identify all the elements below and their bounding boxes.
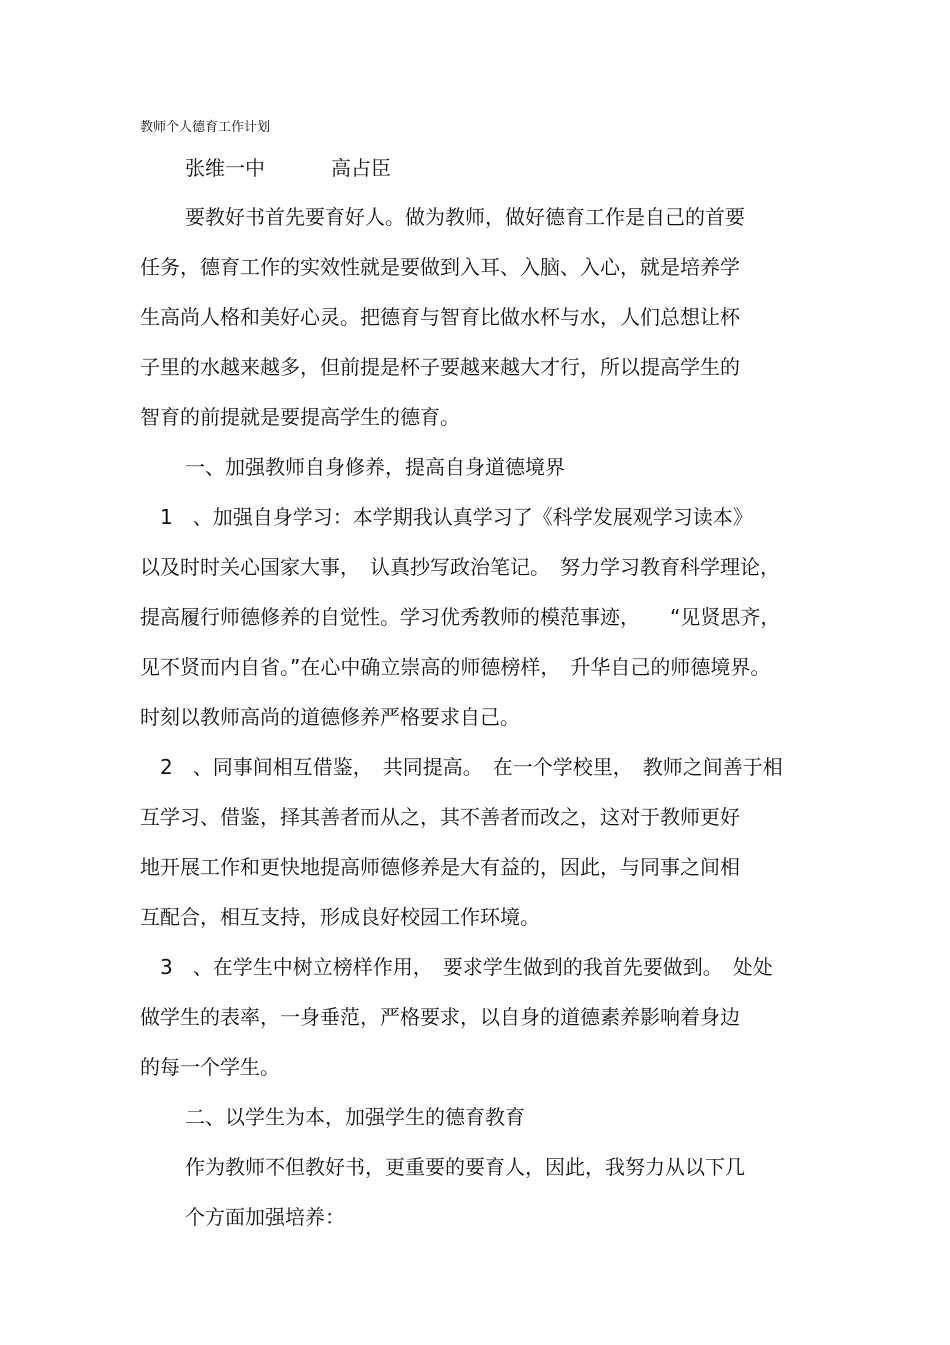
text-line: 见不贤而内自省。”在心中确立崇高的师德榜样， 升华自己的师德境界。 bbox=[140, 655, 771, 679]
text-line: 做学生的表率，一身垂范，严格要求，以自身的道德素养影响着身边 bbox=[140, 1005, 740, 1029]
text-line: 1 、加强自身学习：本学期我认真学习了《科学发展观学习读本》 bbox=[160, 505, 753, 529]
section-heading: 一、加强教师自身修养，提高自身道德境界 bbox=[185, 455, 565, 479]
text-line: 互学习、借鉴，择其善者而从之，其不善者而改之，这对于教师更好 bbox=[140, 805, 740, 829]
text-line: 作为教师不但教好书，更重要的要育人，因此，我努力从以下几 bbox=[185, 1155, 745, 1179]
text-line: 生高尚人格和美好心灵。把德育与智育比做水杯与水，人们总想让杯 bbox=[140, 305, 740, 329]
text-line: 个方面加强培养： bbox=[185, 1205, 345, 1229]
text-line: 子里的水越来越多，但前提是杯子要越来越大才行，所以提高学生的 bbox=[140, 355, 740, 379]
text-line: 互配合，相互支持，形成良好校园工作环境。 bbox=[140, 905, 540, 929]
text-line: 以及时时关心国家大事， 认真抄写政治笔记。 努力学习教育科学理论， bbox=[140, 555, 780, 579]
text-line: 智育的前提就是要提高学生的德育。 bbox=[140, 405, 460, 429]
text-line: 要教好书首先要育好人。做为教师，做好德育工作是自己的首要 bbox=[185, 205, 745, 229]
author-name: 高占臣 bbox=[331, 156, 391, 180]
author-school: 张维一中 bbox=[185, 156, 265, 180]
text-line: 2 、同事间相互借鉴， 共同提高。 在一个学校里， 教师之间善于相 bbox=[160, 755, 783, 779]
text-line: 地开展工作和更快地提高师德修养是大有益的，因此，与同事之间相 bbox=[140, 855, 740, 879]
text-line: 时刻以教师高尚的道德修养严格要求自己。 bbox=[140, 705, 520, 729]
section-heading: 二、以学生为本，加强学生的德育教育 bbox=[185, 1105, 525, 1129]
text-line: 的每一个学生。 bbox=[140, 1055, 280, 1079]
document-title: 教师个人德育工作计划 bbox=[140, 120, 271, 135]
text-line: 提高履行师德修养的自觉性。学习优秀教师的模范事迹， “见贤思齐， bbox=[140, 605, 781, 629]
text-line: 任务，德育工作的实效性就是要做到入耳、入脑、入心，就是培养学 bbox=[140, 255, 740, 279]
text-line: 3 、在学生中树立榜样作用， 要求学生做到的我首先要做到。 处处 bbox=[160, 955, 773, 979]
